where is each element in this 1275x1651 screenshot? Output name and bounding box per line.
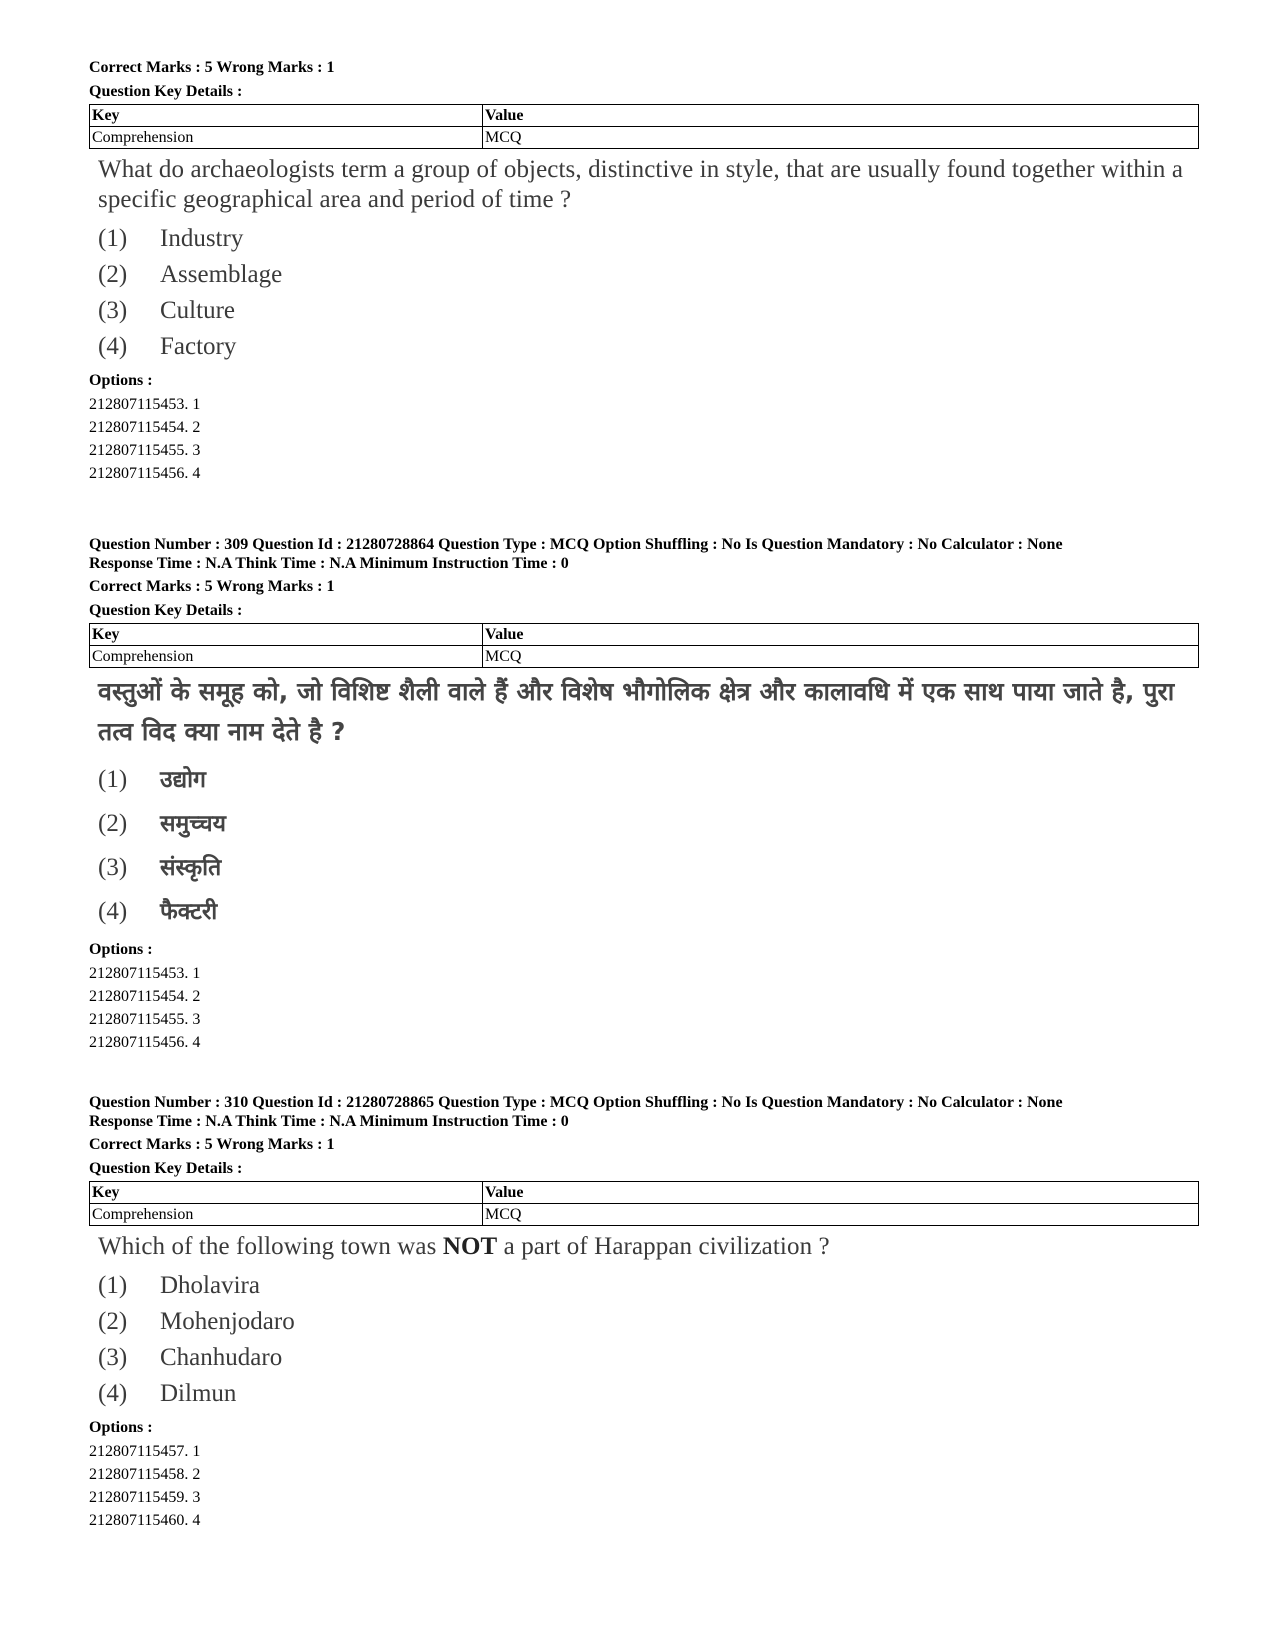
- choice-text: Factory: [160, 333, 237, 360]
- choice-number: (4): [98, 1380, 128, 1407]
- choice-item: [98, 758, 1199, 802]
- value-cell: MCQ: [483, 646, 1199, 668]
- choice-text: उद्योग: [160, 767, 207, 793]
- choice-text: Assemblage: [160, 261, 283, 288]
- marks-line: Correct Marks : 5 Wrong Marks : 1: [89, 578, 335, 595]
- choice-item: [98, 890, 1199, 934]
- table-row: [90, 646, 1199, 668]
- choice-item: [98, 802, 1199, 846]
- choice-item: [98, 1268, 1199, 1304]
- question-text: वस्तुओं के समूह को, जो विशिष्ट शैली वाले हैं और विशेष भौगोलिक क्षेत्र और कालावधि में एक साथ पाया जाते है, पुरा तत्व विद क्या नाम देते है ?: [98, 677, 1175, 746]
- choice-number: (3): [98, 854, 128, 881]
- question-header-line: Question Number : 309 Question Id : 21280728864 Question Type : MCQ Option Shuffling : No Is Question Mandatory : No Calculator : None: [89, 536, 1063, 553]
- marks-line: Correct Marks : 5 Wrong Marks : 1: [89, 59, 335, 76]
- key-details-label: Question Key Details :: [89, 1160, 243, 1177]
- question-text: [98, 1232, 1199, 1262]
- options-label: Options :: [89, 1419, 153, 1436]
- choice-number: (4): [98, 898, 128, 925]
- key-cell: Comprehension: [90, 127, 483, 149]
- question-header-line: Question Number : 310 Question Id : 21280728865 Question Type : MCQ Option Shuffling : No Is Question Mandatory : No Calculator : None: [89, 1094, 1063, 1111]
- choice-number: (2): [98, 261, 128, 288]
- question-image: [89, 155, 1199, 365]
- choice-item: [98, 1376, 1199, 1412]
- key-details-label: Question Key Details :: [89, 602, 243, 619]
- choice-number: (3): [98, 297, 128, 324]
- choice-number: (2): [98, 1308, 128, 1335]
- options-label: Options :: [89, 941, 153, 958]
- option-line: 212807115454. 2: [89, 419, 201, 436]
- choice-item: [98, 293, 1199, 329]
- question-310: [89, 1093, 1199, 1532]
- table-header-row: [90, 1182, 1199, 1204]
- key-header: Key: [90, 1182, 483, 1204]
- choice-number: (2): [98, 810, 128, 837]
- option-line: 212807115459. 3: [89, 1489, 201, 1506]
- question-image: [89, 1232, 1199, 1412]
- option-line: 212807115460. 4: [89, 1512, 201, 1529]
- choice-item: [98, 329, 1199, 365]
- table-header-row: [90, 105, 1199, 127]
- choice-text: Dilmun: [160, 1380, 237, 1407]
- key-cell: Comprehension: [90, 646, 483, 668]
- key-cell: Comprehension: [90, 1204, 483, 1226]
- table-header-row: [90, 624, 1199, 646]
- question-image: [89, 672, 1199, 934]
- question-text-start: Which of the following town was: [98, 1233, 443, 1260]
- key-value-table: [89, 104, 1199, 149]
- key-header: Key: [90, 624, 483, 646]
- choice-item: [98, 257, 1199, 293]
- value-header: Value: [483, 624, 1199, 646]
- key-value-table: [89, 623, 1199, 668]
- choice-number: (4): [98, 333, 128, 360]
- question-308: [89, 56, 1199, 485]
- choice-number: (1): [98, 225, 128, 252]
- value-header: Value: [483, 1182, 1199, 1204]
- marks-line: Correct Marks : 5 Wrong Marks : 1: [89, 1136, 335, 1153]
- options-label: Options :: [89, 372, 153, 389]
- key-value-table: [89, 1181, 1199, 1226]
- table-row: [90, 127, 1199, 149]
- key-header: Key: [90, 105, 483, 127]
- option-line: 212807115455. 3: [89, 442, 201, 459]
- table-row: [90, 1204, 1199, 1226]
- question-text-emphasis: NOT: [442, 1233, 498, 1260]
- choice-text: Mohenjodaro: [160, 1308, 295, 1335]
- choice-text: Chanhudaro: [160, 1344, 283, 1371]
- value-cell: MCQ: [483, 1204, 1199, 1226]
- choice-item: [98, 846, 1199, 890]
- choice-item: [98, 1304, 1199, 1340]
- value-header: Value: [483, 105, 1199, 127]
- choice-item: [98, 221, 1199, 257]
- choice-text: Culture: [160, 297, 235, 324]
- choice-item: [98, 1340, 1199, 1376]
- option-line: 212807115456. 4: [89, 465, 201, 482]
- question-header-line: Response Time : N.A Think Time : N.A Minimum Instruction Time : 0: [89, 555, 569, 572]
- option-line: 212807115458. 2: [89, 1466, 201, 1483]
- value-cell: MCQ: [483, 127, 1199, 149]
- choice-number: (1): [98, 1272, 128, 1299]
- option-line: 212807115453. 1: [89, 396, 201, 413]
- question-309: [89, 535, 1199, 1054]
- key-details-label: Question Key Details :: [89, 83, 243, 100]
- choice-number: (1): [98, 766, 128, 793]
- option-line: 212807115455. 3: [89, 1011, 201, 1028]
- question-header-line: Response Time : N.A Think Time : N.A Minimum Instruction Time : 0: [89, 1113, 569, 1130]
- question-text: What do archaeologists term a group of objects, distinctive in style, that are usually found together within a specific geographical area and period of time ?: [98, 156, 1184, 213]
- question-text-end: a part of Harappan civilization ?: [497, 1233, 830, 1260]
- option-line: 212807115457. 1: [89, 1443, 201, 1460]
- choice-text: समुच्चय: [160, 811, 226, 837]
- choice-text: फैक्टरी: [160, 899, 218, 925]
- choice-text: Industry: [160, 225, 244, 252]
- option-line: 212807115454. 2: [89, 988, 201, 1005]
- choice-text: Dholavira: [160, 1272, 260, 1299]
- option-line: 212807115456. 4: [89, 1034, 201, 1051]
- choice-number: (3): [98, 1344, 128, 1371]
- choice-text: संस्कृति: [160, 855, 222, 881]
- option-line: 212807115453. 1: [89, 965, 201, 982]
